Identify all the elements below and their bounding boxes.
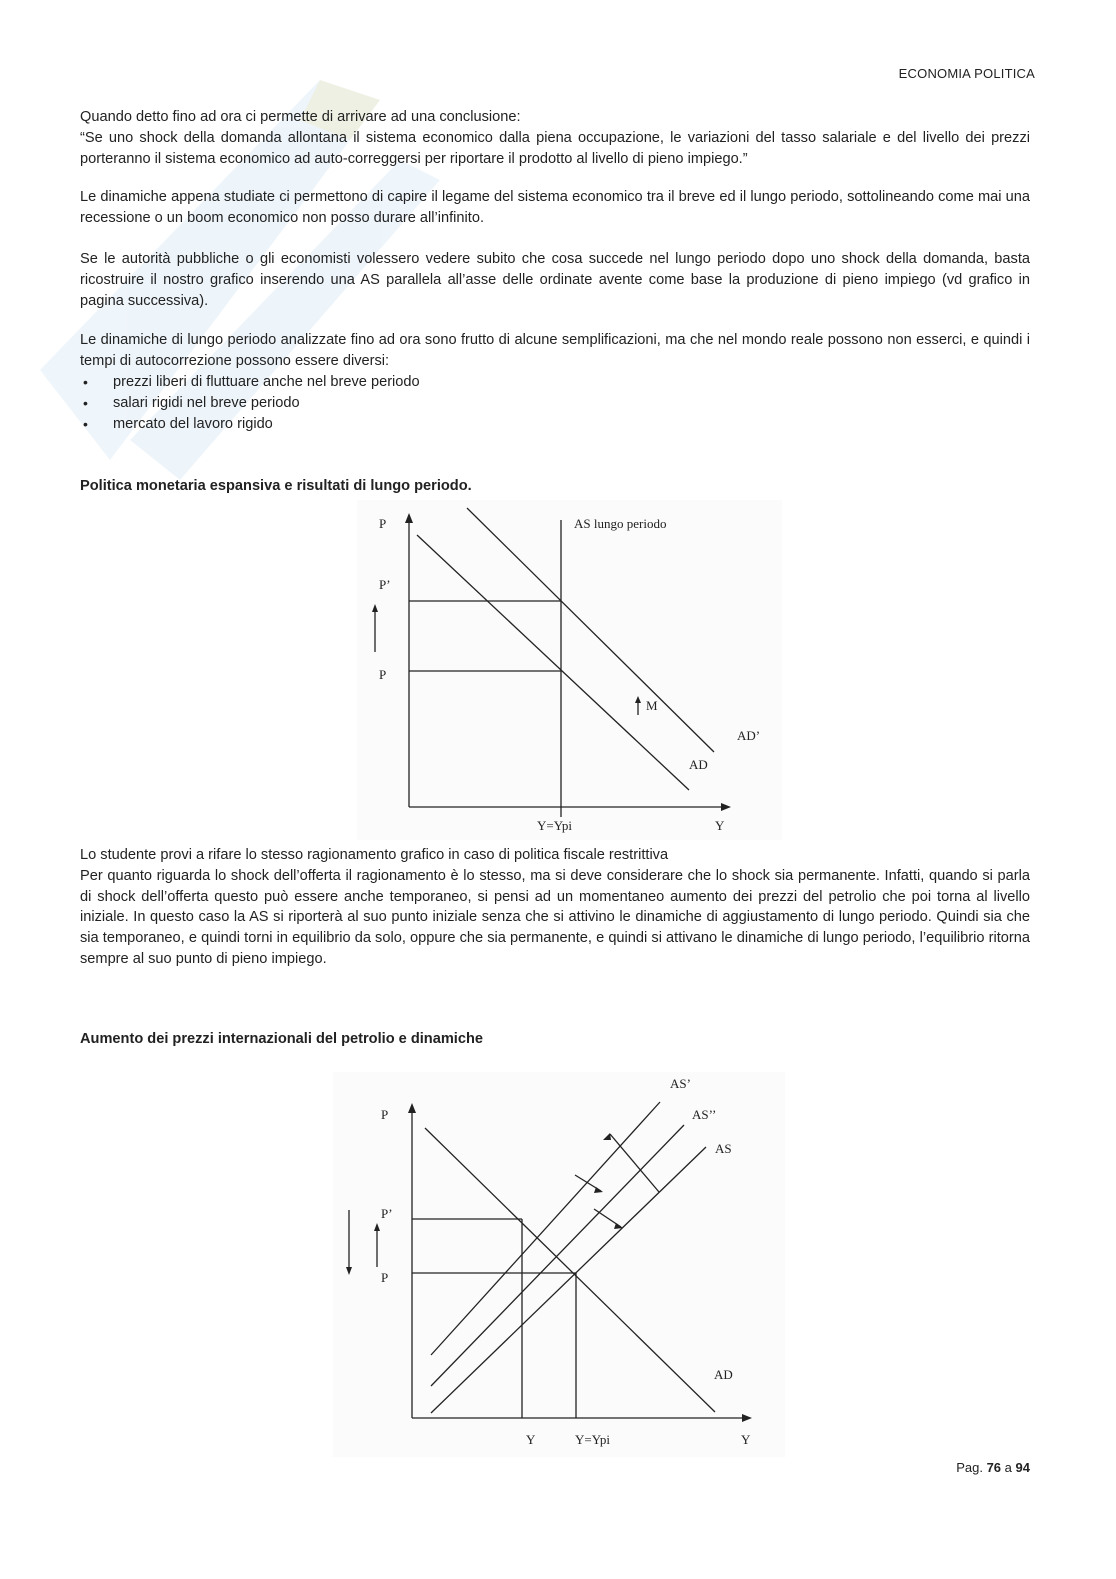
x-tick-y-label: Y: [526, 1432, 536, 1447]
chart-monetary-policy: [357, 500, 782, 840]
x-axis-label: Y: [715, 818, 725, 833]
paragraph-text: Le dinamiche appena studiate ci permettono di capire il legame del sistema economico tra il breve ed il lungo periodo, sottolineando come mai una recessione o un boom economico non posso durare all’infinito.: [80, 189, 1030, 226]
quote-text: “Se uno shock della domanda allontana il sistema economico dalla piena occupazione, le variazioni del tasso salariale e del livello dei prezzi porteranno il sistema economico ad auto-correggersi per riportare il prodotto al livello di pieno impiego.”: [80, 129, 1030, 167]
ad-label: AD: [714, 1367, 733, 1382]
paragraph-authorities: [80, 249, 1030, 311]
paragraph-conclusion: [80, 107, 1030, 169]
page-separator: a: [1004, 1460, 1012, 1475]
p-prime-label: P’: [379, 577, 391, 592]
as-dprime-label: AS’’: [692, 1107, 717, 1122]
y-axis-label: P: [379, 516, 387, 531]
list-item: • salari rigidi nel breve periodo: [80, 393, 420, 414]
y-axis-label: P: [381, 1107, 389, 1122]
section-heading-monetary: Politica monetaria espansiva e risultati di lungo periodo.: [80, 478, 472, 494]
paragraph-text: Quando detto fino ad ora ci permette di arrivare ad una conclusione:: [80, 109, 521, 125]
p-prime-label: P’: [381, 1206, 393, 1221]
page-number: [956, 1460, 1030, 1475]
bullet-list: [80, 372, 420, 435]
paragraph-text: Per quanto riguarda lo shock dell’offerta il ragionamento è lo stesso, ma si deve considerare che lo shock sia permanente. Infatti, quando si parla di shock dell’offerta questo può essere anche temporaneo, si pensi ad un momentaneo aumento dei prezzi del petrolio che poi torna al livello iniziale. In questo caso la AS si riporterà al suo punto iniziale senza che si attivino le dinamiche di aggiustamento di lungo periodo. Quindi sia che sia temporaneo, e quindi torni in equilibrio da solo, oppure che sia permanente, e quindi si attivano le dinamiche di lungo periodo, l’equilibrio ritorna sempre al suo punto di pieno impiego.: [80, 867, 1030, 967]
m-label: M: [646, 698, 658, 713]
paragraph-text: Lo studente provi a rifare lo stesso ragionamento grafico in caso di politica fiscale restrittiva: [80, 847, 669, 863]
current-page: 76: [986, 1460, 1002, 1475]
header-title: ECONOMIA POLITICA: [898, 66, 1035, 81]
p-label: P: [379, 667, 387, 682]
list-item: • mercato del lavoro rigido: [80, 414, 420, 435]
as-label: AS: [715, 1141, 732, 1156]
as-prime-label: AS’: [670, 1076, 691, 1091]
section-heading-oil: Aumento dei prezzi internazionali del petrolio e dinamiche: [80, 1031, 484, 1047]
paragraph-text: Se le autorità pubbliche o gli economisti volessero vedere subito che cosa succede nel lungo periodo dopo uno shock della domanda, basta ricostruire il nostro grafico inserendo una AS parallela all’asse delle ordinate avente come base la produzione di pieno impiego (vd grafico in pagina successiva).: [80, 251, 1030, 309]
p-label: P: [381, 1270, 389, 1285]
x-tick-label: Y=Ypi: [537, 818, 573, 833]
page-prefix: Pag.: [956, 1460, 983, 1475]
paragraph-dynamics: [80, 187, 1030, 229]
as-long-run-label: AS lungo periodo: [574, 516, 667, 531]
x-tick-ypi-label: Y=Ypi: [575, 1432, 611, 1447]
paragraph-text: Le dinamiche di lungo periodo analizzate fino ad ora sono frutto di alcune semplificazioni, ma che nel mondo reale possono non esserci, e quindi i tempi di autocorrezione possono essere diversi:: [80, 332, 1030, 369]
total-pages: 94: [1015, 1460, 1030, 1475]
ad-prime-label: AD’: [737, 728, 761, 743]
list-item: • prezzi liberi di fluttuare anche nel breve periodo: [80, 372, 420, 393]
paragraph-simplifications: [80, 330, 1030, 372]
ad-label: AD: [689, 757, 708, 772]
paragraph-supply-shock: [80, 845, 1030, 970]
chart-oil-shock: [333, 1072, 785, 1457]
x-axis-label: Y: [741, 1432, 751, 1447]
